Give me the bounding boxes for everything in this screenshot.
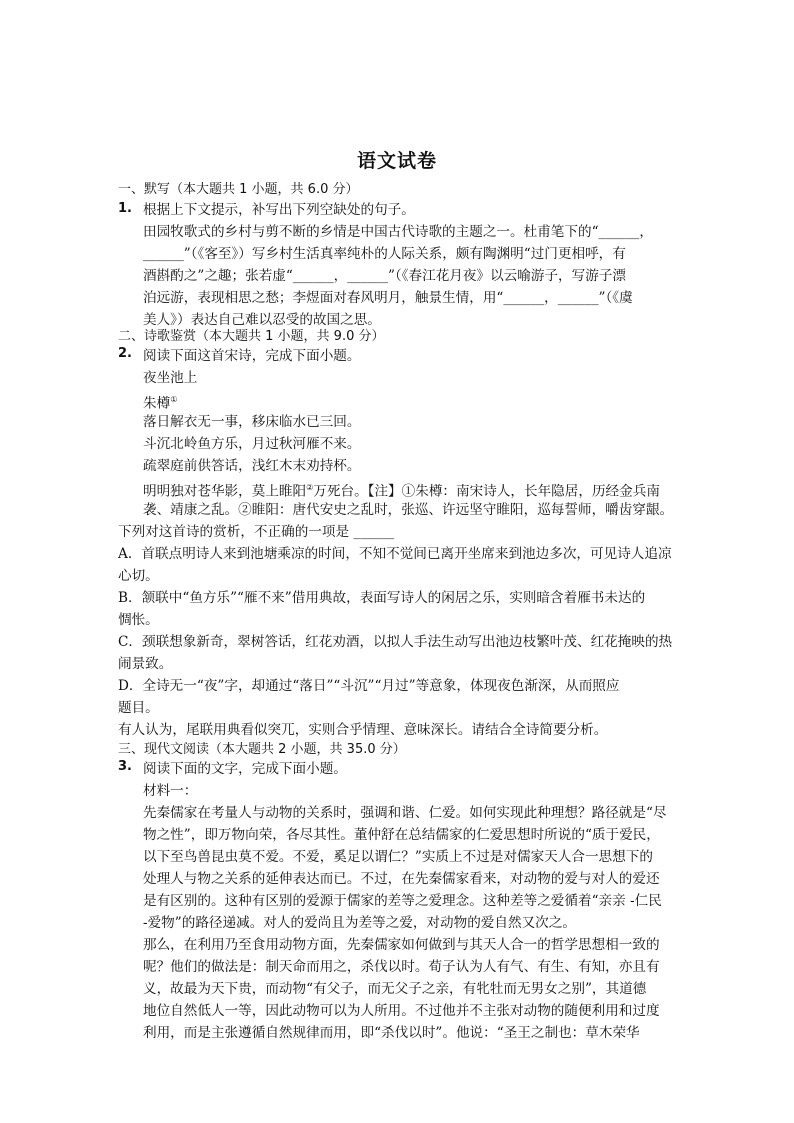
q1-line: 田园牧歌式的乡村与剪不断的乡情是中国古代诗歌的主题之一。杜甫笔下的“______，	[143, 224, 653, 240]
material-line: 利用，而是主张遵循自然规律而用，即“杀伐以时”。他说：“圣王之制也：草木荣华	[143, 1025, 640, 1041]
material-line: 处理人与物之关系的延伸表达而已。不过，在先秦儒家看来，对动物的爱与对人的爱还	[143, 871, 660, 887]
question-number-2: 2.	[118, 346, 132, 361]
option-line: 心切。	[118, 568, 159, 584]
q2-intro: 阅读下面这首宋诗，完成下面小题。	[143, 348, 361, 364]
q3-intro: 阅读下面的文字，完成下面小题。	[143, 761, 347, 777]
poem-line: 疏翠庭前供答话，浅红木末劝持杯。	[143, 458, 361, 474]
section-heading-3: 三、现代文阅读（本大题共 2 小题，共 35.0 分）	[118, 742, 406, 757]
option-line: B．颔联中“鱼方乐”“雁不来”借用典故，表面写诗人的闲居之乐，实则暗含着雁书未达的	[118, 590, 646, 606]
question-number-1: 1.	[118, 201, 132, 216]
q1-line: 根据上下文提示，补写出下列空缺处的句子。	[143, 202, 415, 218]
footnote-marker: ②	[306, 483, 314, 492]
q1-line: 酒斟酌之”之趣；张若虚“______，______”（《春江花月夜》以云喻游子，写游子漂	[143, 268, 627, 284]
page-title: 语文试卷	[356, 150, 437, 172]
material-line: 那么，在利用乃至食用动物方面，先秦儒家如何做到与其天人合一的哲学思想相一致的	[143, 937, 660, 953]
q1-line: 美人》）表达自己难以忍受的故国之思。	[143, 312, 381, 328]
option-line: A．首联点明诗人来到池塘乘凉的时间，不知不觉间已离开坐席来到池边多次，可见诗人追凉	[118, 546, 672, 562]
option-line: D．全诗无一“夜”字，却通过“落日”“斗沉”“月过”等意象，体现夜色渐深，从而照应	[118, 678, 620, 694]
q1-line: 泊远游，表现相思之愁；李煜面对春风明月，触景生情，用“______，______”（《虞	[143, 290, 633, 306]
option-line: 题目。	[118, 700, 159, 716]
material-line: 呢？他们的做法是：制天命而用之，杀伐以时。荀子认为人有气、有生、有知，亦且有	[143, 959, 660, 975]
poem-last-line-b: 万死台。【注】①朱樽：南宋诗人，长年隐居，历经金兵南	[313, 483, 660, 500]
material-line: 义，故最为天下贵，而动物“有父子，而无父子之亲，有牝牡而无男女之别”，其道德	[143, 981, 647, 997]
material-line: 物之性”，即万物向荣，各尽其性。董仲舒在总结儒家的仁爱思想时所说的“质于爱民，	[143, 827, 660, 843]
section-heading-2: 二、诗歌鉴赏（本大题共 1 小题，共 9.0 分）	[118, 329, 385, 344]
footnote-marker: ①	[170, 395, 178, 404]
poem-last-line-a: 明明独对苍华影，莫上睢阳	[143, 483, 307, 500]
q2-question-2: 有人认为，尾联用典看似突兀，实则合乎情理、意味深长。请结合全诗简要分析。	[118, 722, 608, 738]
poem-author-name: 朱樽	[143, 395, 171, 412]
material-label: 材料一：	[143, 783, 198, 799]
poem-line: 落日解衣无一事，移床临水已三回。	[143, 414, 361, 430]
option-line: 闹景致。	[118, 656, 173, 672]
material-line: 先秦儒家在考量人与动物的关系时，强调和谐、仁爱。如何实现此种理想？路径就是“尽	[143, 805, 667, 821]
option-line: 惆怅。	[118, 612, 159, 628]
material-line: 是有区别的。这种有区别的爱源于儒家的差等之爱理念。这种差等之爱循着“亲亲 -仁民	[143, 893, 662, 909]
question-number-3: 3.	[118, 759, 132, 774]
material-line: 以下至鸟兽昆虫莫不爱。不爱，奚足以谓仁？”实质上不过是对儒家天人合一思想下的	[143, 849, 653, 865]
material-line: 地位自然低人一等，因此动物可以为人所用。不过他并不主张对动物的随便利用和过度	[143, 1003, 660, 1019]
material-line: -爱物”的路径递减。对人的爱尚且为差等之爱，对动物的爱自然又次之。	[143, 915, 576, 931]
option-line: C．颈联想象新奇，翠树答话，红花劝酒，以拟人手法生动写出池边枝繁叶茂、红花掩映的热	[118, 634, 673, 650]
poem-note: 袭、靖康之乱。②睢阳：唐代安史之乱时，张巡、许远坚守睢阳，巡每誓师，嚼齿穿龈。	[143, 502, 674, 518]
q1-line: ______”（《客至》）写乡村生活真率纯朴的人际关系，颇有陶渊明“过门更相呼，有	[143, 246, 626, 262]
section-heading-1: 一、默写（本大题共 1 小题，共 6.0 分）	[118, 182, 359, 197]
poem-line: 斗沉北岭鱼方乐，月过秋河雁不来。	[143, 436, 361, 452]
q2-question: 下列对这首诗的赏析，不正确的一项是 ______	[118, 524, 395, 540]
poem-title: 夜坐池上	[143, 370, 198, 386]
